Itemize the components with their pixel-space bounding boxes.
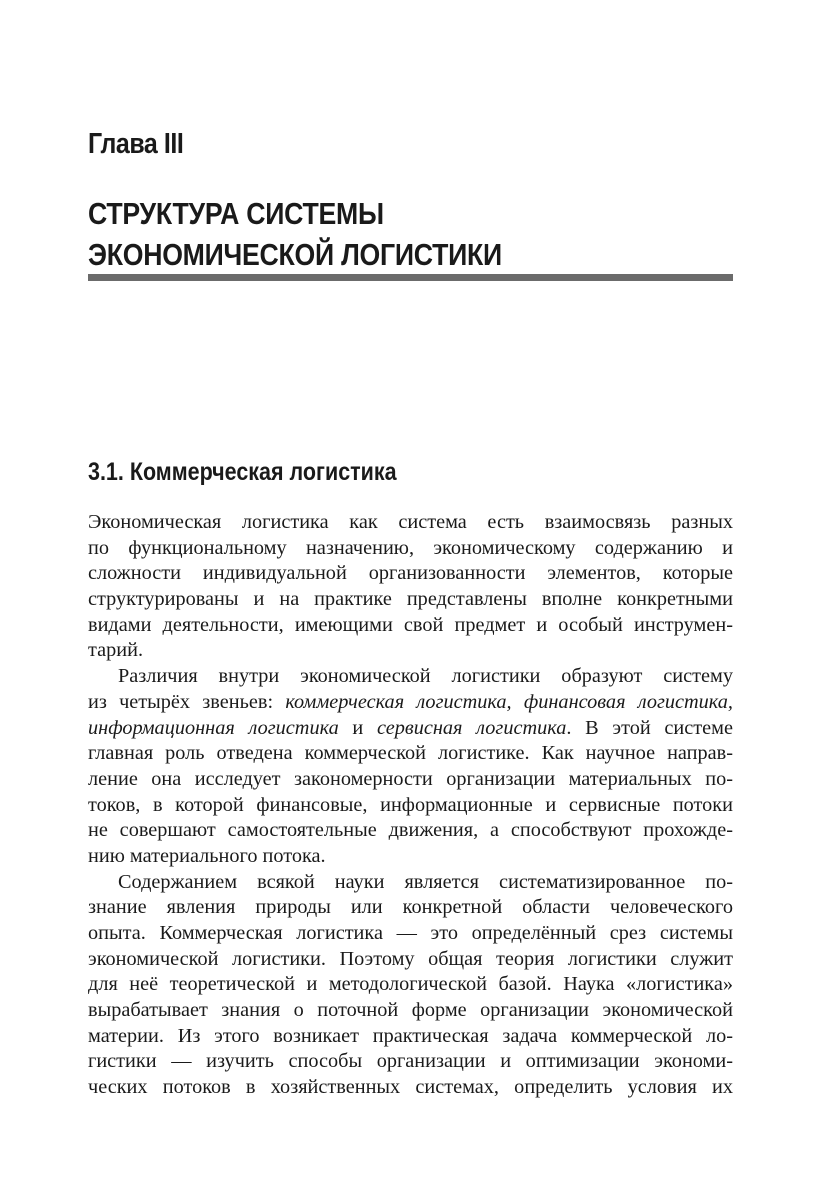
paragraph-2: [88, 664, 733, 870]
text-line: тарий.: [88, 639, 144, 662]
italic-term: информационная логистика: [88, 716, 339, 739]
chapter-title-line: СТРУКТУРА СИСТЕМЫ: [88, 196, 384, 231]
text-line: знание явления природы или конкретной области человеческого: [88, 896, 733, 919]
text-line: опыта. Коммерческая логистика — это определённый срез системы: [88, 922, 733, 944]
text-fragment: из четырёх звеньев:: [88, 690, 286, 713]
text-line: нию материального потока.: [88, 844, 326, 867]
text-line: ческих потоков в хозяйственных системах, определить условия их: [88, 1076, 733, 1099]
text-line: [88, 690, 733, 716]
text-line: экономической логистики. Поэтому общая теория логистики служит: [88, 947, 733, 970]
text-line: видами деятельности, имеющими свой предмет и особый инструмен-: [88, 613, 733, 636]
italic-term: коммерческая логистика, финансовая логистика,: [285, 690, 733, 713]
italic-term: сервисная логистика: [377, 716, 567, 739]
chapter-title: [88, 193, 502, 275]
text-fragment: и: [338, 716, 378, 739]
chapter-label: Глава III: [88, 128, 184, 160]
text-line: Содержанием всякой науки является систематизированное по-: [118, 870, 733, 893]
text-line: вырабатывает знания о поточной форме организации экономической: [88, 999, 733, 1022]
text-line: Различия внутри экономической логистики образуют систему: [118, 665, 733, 688]
text-line: [88, 716, 733, 742]
text-line: по функциональному назначению, экономическому содержанию и: [88, 536, 733, 559]
text-line: материи. Из этого возникает практическая задача коммерческой ло-: [88, 1024, 733, 1047]
text-line: для неё теоретической и методологической базой. Наука «логистика»: [88, 973, 733, 996]
text-line: гистики — изучить способы организации и оптимизации экономи-: [88, 1050, 733, 1073]
paragraph-1: [88, 510, 733, 664]
text-line: ление она исследует закономерности организации материальных по-: [88, 767, 733, 790]
paragraph-3: [88, 870, 733, 1101]
chapter-divider: [88, 274, 733, 281]
text-line: главная роль отведена коммерческой логистике. Как научное направ-: [88, 742, 733, 765]
body-text: [88, 510, 733, 1101]
text-line: сложности индивидуальной организованности элементов, которые: [88, 562, 733, 585]
section-title: 3.1. Коммерческая логистика: [88, 458, 397, 486]
text-line: не совершают самостоятельные движения, а способствуют прохожде-: [88, 819, 733, 842]
text-line: Экономическая логистика как система есть взаимосвязь разных: [88, 511, 733, 533]
text-fragment: . В этой системе: [566, 716, 733, 739]
text-line: токов, в которой финансовые, информационные и сервисные потоки: [88, 793, 733, 816]
text-line: структурированы и на практике представлены вполне конкретными: [88, 588, 733, 611]
chapter-title-line: ЭКОНОМИЧЕСКОЙ ЛОГИСТИКИ: [88, 237, 502, 272]
